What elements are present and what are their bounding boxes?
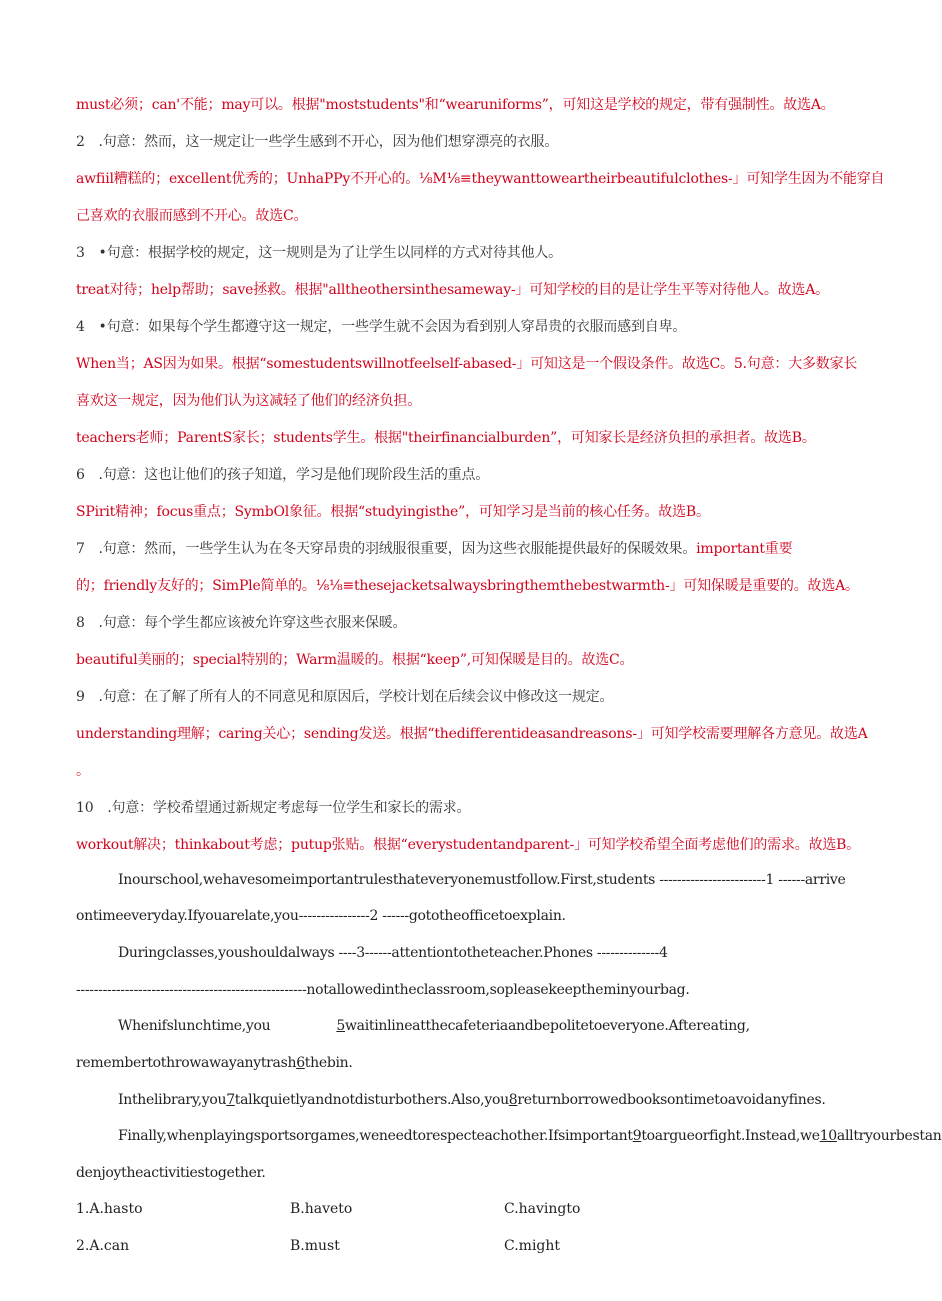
passage-text: Finally,whenplayingsportsorgames,weneedtorespecteachother.Ifsimportant [118,1128,633,1144]
passage-text: toargueorfight.Instead,we [641,1128,820,1144]
explanation-line: treat对待；help帮助；save拯救。根据"alltheothersinthesameway-」可知学校的目的是让学生平等对待他人。故选A。 [76,282,829,298]
passage-text: waitinlineatthecafeteriaandbepolitetoeveryone.Aftereating, [345,1018,750,1034]
passage-text: talkquietlyandnotdisturbothers.Also,you [234,1092,509,1108]
blank-number: 5 [336,1018,345,1034]
answer-explanations [76,96,885,873]
option-b: B.must [290,1238,340,1254]
question-line: 9 .句意：在了解了所有人的不同意见和原因后，学校计划在后续会议中修改这一规定。 [76,689,614,705]
question-text: 7 .句意：然而，一些学生认为在冬天穿昂贵的羽绒服很重要，因为这些衣服能提供最好的保暖效果。 [76,541,697,557]
blank-number: 8 [508,1092,518,1108]
explanation-line: When当；AS因为如果。根据“somestudentswillnotfeelself-abased-」可知这是一个假设条件。故选C。5.句意：大多数家长 [76,356,858,372]
explanation-line: teachers老师；ParentS家长；students学生。根据"theirfinancialburden”，可知家长是经济负担的承担者。故选B。 [76,430,816,446]
option-b: B.haveto [290,1201,353,1217]
explanation-text: important重要 [696,541,793,557]
blank-number: 9 [632,1128,642,1144]
passage-line: Inourschool,wehavesomeimportantrulesthateveryonemustfollow.First,students ------------------------1 ------arrive [118,872,846,888]
question-line [76,540,866,558]
option-a: 2.A.can [76,1238,130,1254]
question-line: 6 .句意：这也让他们的孩子知道，学习是他们现阶段生活的重点。 [76,467,490,483]
passage-line [76,1018,908,1034]
blank-number: 6 [296,1055,305,1071]
passage-line: Duringclasses,youshouldalways ----3------attentiontotheteacher.Phones --------------4 [118,945,668,961]
passage-text: thebin. [304,1055,353,1071]
blank-number: 10 [819,1128,837,1144]
passage-text: alltryourbestan [836,1128,942,1144]
option-c: C.might [504,1238,561,1254]
explanation-line: 喜欢这一规定，因为他们认为这减轻了他们的经济负担。 [76,393,421,409]
option-a: 1.A.hasto [76,1201,143,1217]
question-line: 4 •句意：如果每个学生都遵守这一规定，一些学生就不会因为看到别人穿昂贵的衣服而感到自卑。 [76,319,687,335]
explanation-line: 。 [76,763,90,779]
question-line: 10 .句意：学校希望通过新规定考虑每一位学生和家长的需求。 [76,800,471,816]
passage-line [76,1055,866,1071]
option-c: C.havingto [504,1201,581,1217]
explanation-line: awfiil糟糕的；excellent优秀的；UnhaPPy不开心的。⅛M⅛≡theywanttoweartheirbeautifulclothes-」可知学生因为不能穿自 [76,171,885,187]
passage-line: ontimeeveryday.Ifyouarelate,you----------------2 ------gototheofficetoexplain. [76,908,566,924]
passage-line: ----------------------------------------------------notallowedintheclassroom,sopleasekeeptheminyourbag. [76,982,690,998]
passage-text: remembertothrowawayanytrash [76,1055,297,1071]
blank-number: 7 [226,1092,235,1108]
question-line: 3 •句意：根据学校的规定，这一规则是为了让学生以同样的方式对待其他人。 [76,245,562,261]
question-line: 2 .句意：然而，这一规定让一些学生感到不开心，因为他们想穿漂亮的衣服。 [76,134,559,150]
passage-line [76,1128,942,1144]
explanation-line: 的；friendly友好的；SimPle简单的。⅛⅛≡thesejacketsalwaysbringthemthebestwarmth-」可知保暖是重要的。故选A。 [76,578,859,594]
explanation-line: workout解决；thinkabout考虑；putup张贴。根据“everystudentandparent-」可知学校希望全面考虑他们的需求。故选B。 [76,837,861,853]
passage-text: returnborrowedbooksontimetoavoidanyfines. [517,1092,826,1108]
passage-line [76,1092,908,1108]
explanation-line: beautiful美丽的；special特别的；Warm温暖的。根据“keep”,可知保暖是目的。故选C。 [76,652,634,668]
question-line: 8 .句意：每个学生都应该被允许穿这些衣服来保暖。 [76,615,407,631]
explanation-line: must必须；can'不能；may可以。根据"moststudents"和“wearuniforms”，可知这是学校的规定，带有强制性。故选A。 [76,97,835,113]
explanation-line: understanding理解；caring关心；sending发送。根据“thedifferentideasandreasons-」可知学校需要理解各方意见。故选A [76,726,868,742]
passage-line: denjoytheactivitiestogether. [76,1165,266,1181]
passage-text: Inthelibrary,you [118,1092,227,1108]
explanation-line: SPirit精神；focus重点；SymbOl象征。根据“studyingisthe”，可知学习是当前的核心任务。故选B。 [76,504,710,520]
explanation-line: 己喜欢的衣服而感到不开心。故选C。 [76,208,308,224]
passage-text: Whenifslunchtime,you [118,1018,271,1034]
